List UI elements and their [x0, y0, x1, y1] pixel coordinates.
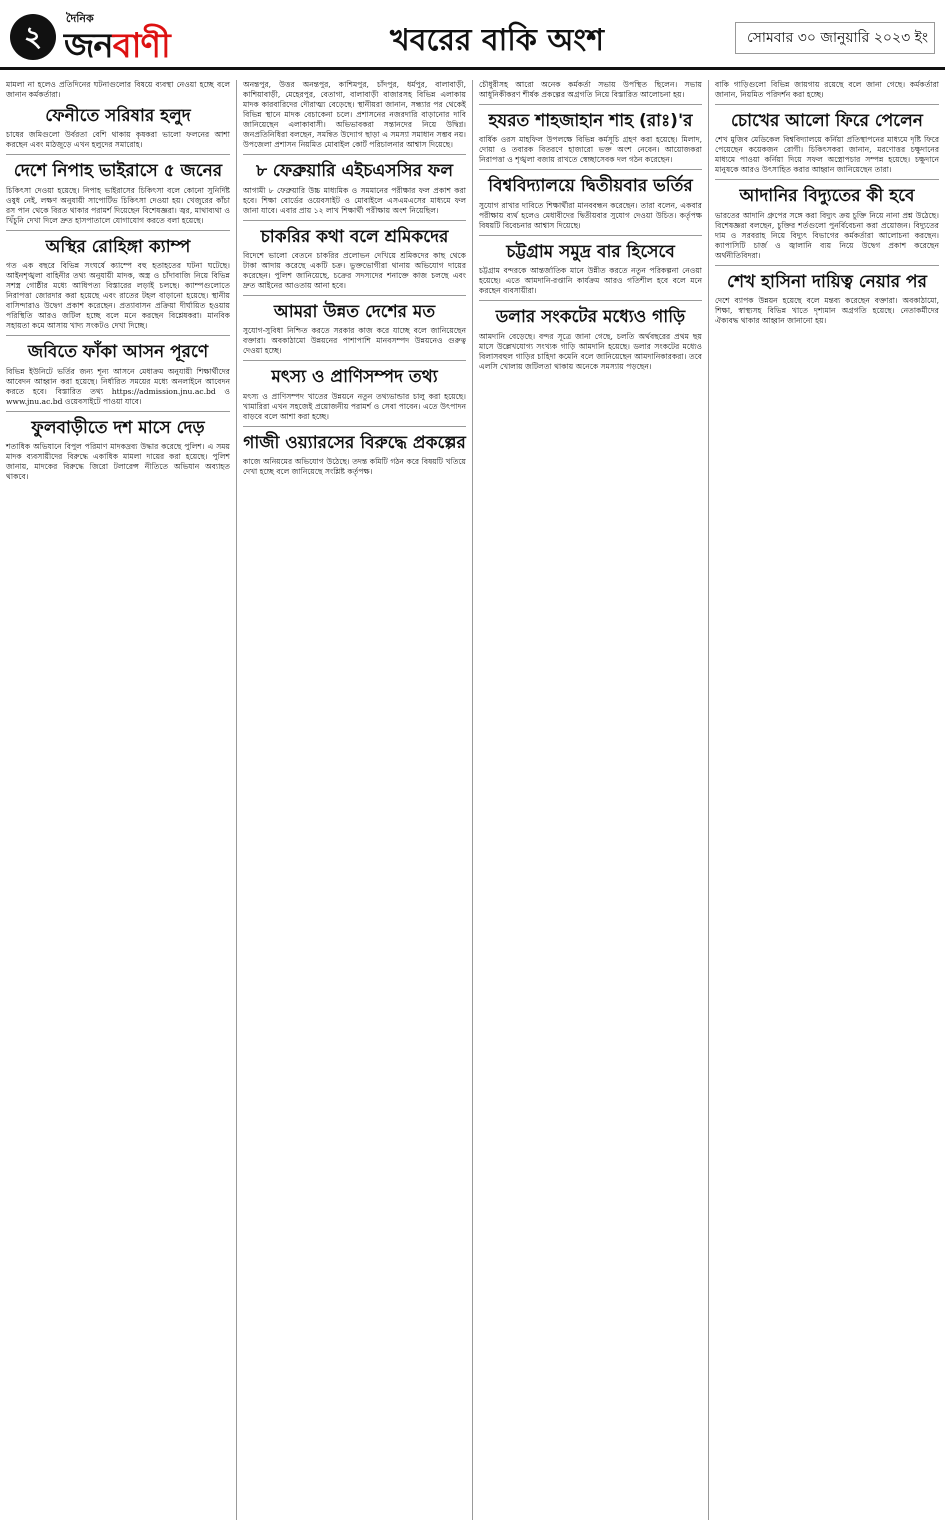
article-headline: ৮ ফেব্রুয়ারি এইচএসসির ফল — [255, 161, 454, 182]
section-title: খবরের বাকি অংশ — [390, 23, 604, 58]
article-body: আগামী ৮ ফেব্রুয়ারি উচ্চ মাধ্যমিক ও সমমানের পরীক্ষার ফল প্রকাশ করা হবে। শিক্ষা বোর্ডের ওয়েবসাইট ও মোবাইলে এসএমএসের মাধ্যমে ফল জানা যাবে। এবার প্রায় ১২ লাখ শিক্ষার্থী পরীক্ষায় অংশ নিয়েছিল। — [243, 185, 466, 215]
article-body: মৎস্য ও প্রাণিসম্পদ খাতের উন্নয়নে নতুন তথ্যভান্ডার চালু করা হয়েছে। খামারিরা এখন সহজেই প্রয়োজনীয় পরামর্শ ও সেবা পাবেন। এতে উৎপাদন বাড়বে বলে আশা করা হচ্ছে। — [243, 391, 466, 421]
logo-black-part: জন — [64, 26, 113, 66]
article-headline: আমরা উন্নত দেশের মত — [273, 302, 436, 322]
divider — [479, 169, 702, 170]
article-headline: চাকরির কথা বলে শ্রমিকদের — [260, 226, 449, 247]
article-headline: ফুলবাড়ীতে দশ মাসে দেড় — [31, 417, 205, 438]
divider — [715, 104, 939, 105]
divider — [243, 295, 466, 296]
divider — [243, 426, 466, 427]
article-headline: শেখ হাসিনা দায়িত্ব নেয়ার পর — [727, 271, 927, 292]
article-body: দেশে ব্যাপক উন্নয়ন হয়েছে বলে মন্তব্য করেছেন বক্তারা। অবকাঠামো, শিক্ষা, স্বাস্থ্যসহ বিভিন্ন খাতে দৃশ্যমান অগ্রগতি হয়েছে। নেতাকর্মীদের ঐক্যবদ্ধ থাকার আহ্বান জানানো হয়। — [715, 296, 939, 326]
article-body: বার্ষিক ওরস মাহফিল উপলক্ষে বিভিন্ন কর্মসূচি গ্রহণ করা হয়েছে। মিলাদ, দোয়া ও তবারক বিতরণে হাজারো ভক্ত অংশ নেবেন। আয়োজকরা নিরাপত্তা ও শৃঙ্খলা বজায় রাখতে স্বেচ্ছাসেবক দল গঠন করেছেন। — [479, 135, 702, 165]
divider — [243, 220, 466, 221]
article-body: আমদানি বেড়েছে। বন্দর সূত্রে জানা গেছে, চলতি অর্থবছরের প্রথম ছয় মাসে উল্লেখযোগ্য সংখ্যক গাড়ি আমদানি হয়েছে। ডলার সংকটের মধ্যেও বিলাসবহুল গাড়ির চাহিদা কমেনি বলে জানিয়েছেন আমদানিকারকরা। তবে এলসি খোলায় জটিলতা থাকায় অনেকে সমস্যায় পড়ছেন। — [479, 331, 702, 371]
article-body: শতাধিক অভিযানে বিপুল পরিমাণ মাদকদ্রব্য উদ্ধার করেছে পুলিশ। এ সময় মাদক ব্যবসায়ীদের বিরুদ্ধে একাধিক মামলা দায়ের করা হয়েছে। পুলিশ জানায়, মাদকের বিরুদ্ধে জিরো টলারেন্স নীতিতে অভিযান অব্যাহত থাকবে। — [6, 442, 230, 482]
divider — [479, 300, 702, 301]
article-body: অনন্তপুর, উত্তর অনন্তপুর, কাশিমপুর, চাঁদপুর, ধর্মপুর, বালাবাড়ী, কাশিয়াবাড়ী, মেহেরপুর, বেতাগা, বালাবাড়ী বাজারসহ বিভিন্ন এলাকায় মাদক কারবারিদের দৌরাত্ম্য বেড়েছে। স্থানীয়রা জানান, সন্ধ্যার পর থেকেই বিভিন্ন স্থানে মাদক বেচাকেনা চলে। প্রশাসনের নজরদারি বাড়ানোর দাবি জানিয়েছেন এলাকাবাসী। অভিভাবকরা সন্তানদের নিয়ে উদ্বিগ্ন। জনপ্রতিনিধিরা বলছেন, সমন্বিত উদ্যোগ ছাড়া এ সমস্যা সমাধান সম্ভব নয়। উপজেলা প্রশাসন নিয়মিত মোবাইল কোর্ট পরিচালনার আশ্বাস দিয়েছে। — [243, 80, 466, 150]
article-body: শেখ মুজিব মেডিকেল বিশ্ববিদ্যালয়ে কর্নিয়া প্রতিস্থাপনের মাধ্যমে দৃষ্টি ফিরে পেয়েছেন কয়েকজন রোগী। চিকিৎসকরা জানান, মরণোত্তর চক্ষুদানের মাধ্যমে পাওয়া কর্নিয়া দিয়ে সফল অস্ত্রোপচার সম্পন্ন হয়েছে। চক্ষুদানে মানুষকে আরও উৎসাহিত করার আহ্বান জানিয়েছেন তারা। — [715, 135, 939, 175]
article-headline: হযরত শাহজাহান শাহ (রাঃ)'র — [488, 111, 693, 132]
divider — [243, 154, 466, 155]
article-headline: ফেনীতে সরিষার হলুদ — [45, 106, 191, 127]
article-body: মামলা না হলেও প্রতিদিনের ঘটনাগুলোর বিষয়ে ব্যবস্থা নেওয়া হচ্ছে বলে জানান কর্মকর্তারা। — [6, 80, 230, 100]
article-headline: গাজী ওয়্যারসের বিরুদ্ধে প্রকল্পের — [243, 432, 466, 453]
divider — [479, 235, 702, 236]
article-headline: মৎস্য ও প্রাণিসম্পদ তথ্য — [271, 367, 438, 388]
article-headline: ডলার সংকটের মধ্যেও গাড়ি — [495, 307, 686, 328]
article-headline: অস্থির রোহিঙ্গা ক্যাম্প — [45, 236, 191, 257]
article-body: সুযোগ-সুবিধা নিশ্চিত করতে সরকার কাজ করে যাচ্ছে বলে জানিয়েছেন বক্তারা। অবকাঠামো উন্নয়নের পাশাপাশি মানবসম্পদ উন্নয়নেও গুরুত্ব দেওয়া হচ্ছে। — [243, 326, 466, 356]
divider — [715, 179, 939, 180]
article-body: চাষের জমিগুলো উর্বরতা বেশি থাকায় কৃষকরা ভালো ফলনের আশা করছেন এবং মাঠজুড়ে এখন হলুদের সমারোহ। — [6, 130, 230, 150]
article-headline: চোখের আলো ফিরে পেলেন — [731, 111, 923, 132]
page-number: ২ — [10, 14, 56, 60]
divider — [243, 360, 466, 361]
article-headline: আদানির বিদ্যুতের কী হবে — [739, 186, 915, 207]
article-body: চৌধুরীসহ আরো অনেক কর্মকর্তা সভায় উপস্থিত ছিলেন। সভায় আধুনিকীকরণ শীর্ষক প্রকল্পের অগ্রগতি নিয়ে বিস্তারিত আলোচনা হয়। — [479, 80, 702, 100]
article-body: চট্টগ্রাম বন্দরকে আন্তর্জাতিক মানে উন্নীত করতে নতুন পরিকল্পনা নেওয়া হয়েছে। এতে আমদানি-রপ্তানি কার্যক্রম আরও গতিশীল হবে বলে মনে করছেন ব্যবসায়ীরা। — [479, 266, 702, 296]
article-body: কাজে অনিয়মের অভিযোগ উঠেছে। তদন্ত কমিটি গঠন করে বিষয়টি খতিয়ে দেখা হচ্ছে বলে জানিয়েছে সংশ্লিষ্ট কর্তৃপক্ষ। — [243, 457, 466, 477]
article-body: সুযোগ রাখার দাবিতে শিক্ষার্থীরা মানববন্ধন করেছেন। তারা বলেন, একবার পরীক্ষায় ব্যর্থ হলেও মেধাবীদের দ্বিতীয়বার সুযোগ দেওয়া উচিত। কর্তৃপক্ষ বিষয়টি বিবেচনার আশ্বাস দিয়েছে। — [479, 200, 702, 230]
article-body: ভারতের আদানি গ্রুপের সঙ্গে করা বিদ্যুৎ ক্রয় চুক্তি নিয়ে নানা প্রশ্ন উঠেছে। বিশেষজ্ঞরা বলছেন, চুক্তির শর্তগুলো পুনর্বিবেচনা করা প্রয়োজন। বিদ্যুতের দাম ও সরবরাহ নিয়ে বিদ্যুৎ বিভাগের কর্মকর্তারা আলোচনা করছেন। ক্যাপাসিটি চার্জ ও জ্বালানি ব্যয় নিয়ে উদ্বেগ প্রকাশ করেছেন অর্থনীতিবিদরা। — [715, 210, 939, 260]
logo-red-part: বাণী — [112, 26, 170, 66]
column-1 — [0, 80, 236, 1520]
article-body: গত এক বছরে বিভিন্ন সংঘর্ষে ক্যাম্পে বহু হতাহতের ঘটনা ঘটেছে। আইনশৃঙ্খলা বাহিনীর তথ্য অনুযায়ী মাদক, অস্ত্র ও চাঁদাবাজি নিয়ে বিভিন্ন সশস্ত্র গোষ্ঠীর মধ্যে আধিপত্য বিস্তারের লড়াই চলছে। ক্যাম্পগুলোতে নিরাপত্তা জোরদার করা হয়েছে এবং রাতের টহল বাড়ানো হয়েছে। স্থানীয় বাসিন্দারাও উদ্বেগ প্রকাশ করেছেন। প্রত্যাবাসন প্রক্রিয়া দীর্ঘায়িত হওয়ায় পরিস্থিতি আরও জটিল হচ্ছে বলে মনে করছেন বিশ্লেষকরা। মানবিক সহায়তা কমে আসায় খাদ্য সংকটও দেখা দিচ্ছে। — [6, 261, 230, 331]
article-body: বিভিন্ন ইউনিটে ভর্তির জন্য শূন্য আসনে মেধাক্রম অনুযায়ী শিক্ষার্থীদের আবেদন আহ্বান করা হয়েছে। নির্ধারিত সময়ের মধ্যে অনলাইনে আবেদন করতে হবে। বিস্তারিত তথ্য https://admission.jnu.ac.bd ও www.jnu.ac.bd ওয়েবসাইটে পাওয়া যাবে। — [6, 366, 230, 406]
column-2 — [236, 80, 472, 1520]
column-4 — [708, 80, 945, 1520]
article-headline: দেশে নিপাহ ভাইরাসে ৫ জনের — [13, 161, 223, 182]
newspaper-logo — [64, 20, 170, 77]
dateline: সোমবার ৩০ জানুয়ারি ২০২৩ ইং — [735, 22, 935, 54]
masthead — [0, 0, 945, 70]
divider — [715, 265, 939, 266]
divider — [6, 411, 230, 412]
article-body: বিদেশে ভালো বেতনে চাকরির প্রলোভন দেখিয়ে শ্রমিকদের কাছ থেকে টাকা আদায় করেছে একটি চক্র। ভুক্তভোগীরা থানায় অভিযোগ দায়ের করেছেন। পুলিশ জানিয়েছে, চক্রের সদস্যদের শনাক্তে কাজ চলছে এবং দ্রুত আইনের আওতায় আনা হবে। — [243, 250, 466, 290]
divider — [6, 154, 230, 155]
column-3 — [472, 80, 708, 1520]
article-body: বাকি গাড়িগুলো বিভিন্ন জায়গায় রয়েছে বলে জানা গেছে। কর্মকর্তারা জানান, নিয়মিত পরিদর্শন করা হচ্ছে। — [715, 80, 939, 100]
divider — [6, 230, 230, 231]
logo-prefix: দৈনিক — [66, 12, 94, 25]
article-body: চিকিৎসা দেওয়া হয়েছে। নিপাহ ভাইরাসের চিকিৎসা বলে কোনো সুনির্দিষ্ট ওষুধ নেই, লক্ষণ অনুযায়ী সাপোর্টিভ চিকিৎসা দেওয়া হয়। খেজুরের কাঁচা রস পান থেকে বিরত থাকার পরামর্শ দিয়েছেন বিশেষজ্ঞরা। জ্বর, মাথাব্যথা ও খিঁচুনি দেখা দিলে দ্রুত হাসপাতালে যোগাযোগ করতে বলা হয়েছে। — [6, 185, 230, 225]
divider — [479, 104, 702, 105]
divider — [6, 335, 230, 336]
article-headline: বিশ্ববিদ্যালয়ে দ্বিতীয়বার ভর্তির — [488, 176, 693, 197]
article-headline: চট্টগ্রাম সমুদ্র বার হিসেবে — [506, 241, 675, 262]
article-headline: জবিতে ফাঁকা আসন পূরণে — [27, 342, 209, 363]
